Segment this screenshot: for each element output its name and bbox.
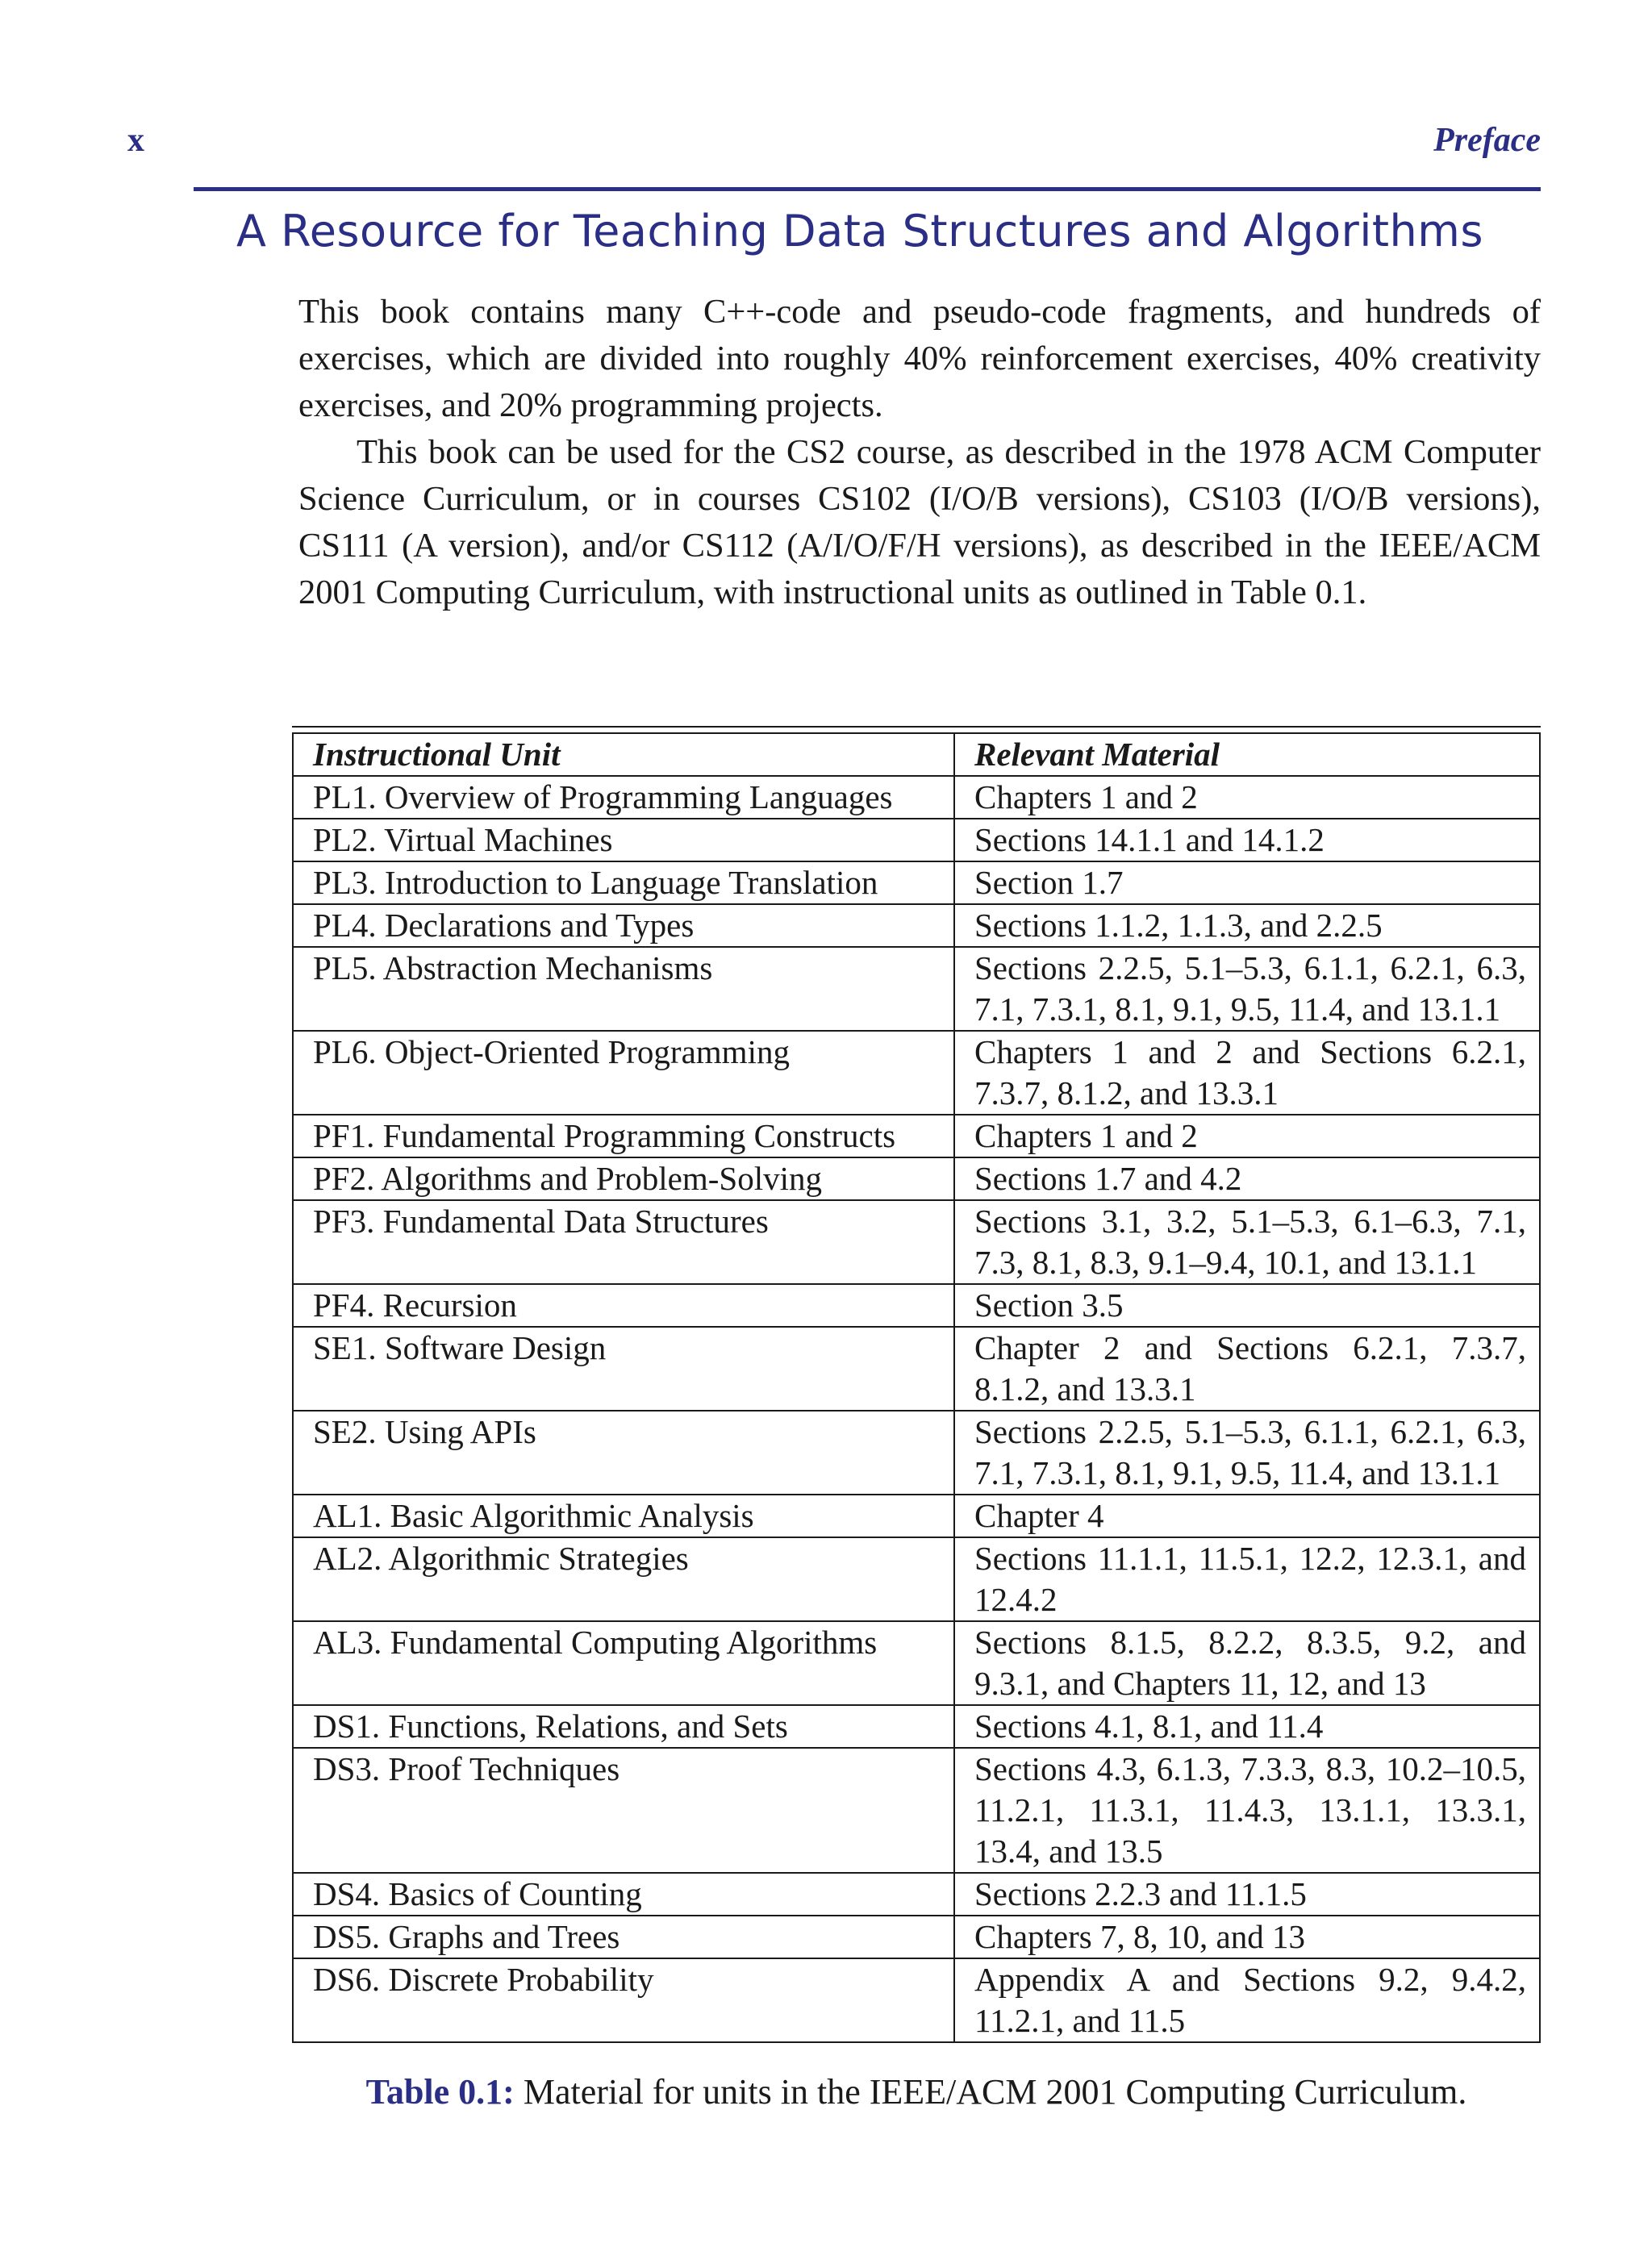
paragraph: This book contains many C++-code and pseudo-code fragments, and hundreds of exercises, which are divided into roughly 40% reinforcement exercises, 40% creativity exercises, and 20% programming projects. bbox=[298, 293, 1541, 424]
chapter-name: Preface bbox=[1433, 122, 1541, 159]
relevant-material-cell: Chapter 2 and Sections 6.2.1, 7.3.7, 8.1.2, and 13.3.1 bbox=[954, 1327, 1540, 1411]
column-header-material: Relevant Material bbox=[954, 733, 1540, 776]
relevant-material-cell: Sections 8.1.5, 8.2.2, 8.3.5, 9.2, and 9.3.1, and Chapters 11, 12, and 13 bbox=[954, 1621, 1540, 1705]
table-row bbox=[293, 1157, 1540, 1200]
instructional-unit-cell: AL1. Basic Algorithmic Analysis bbox=[293, 1495, 954, 1537]
table-row bbox=[293, 1958, 1540, 2042]
instructional-unit-cell: DS3. Proof Techniques bbox=[293, 1748, 954, 1873]
relevant-material-cell: Section 1.7 bbox=[954, 861, 1540, 904]
table-body bbox=[293, 776, 1540, 2042]
header-rule bbox=[194, 187, 1541, 191]
relevant-material-cell: Chapters 1 and 2 and Sections 6.2.1, 7.3.7, 8.1.2, and 13.3.1 bbox=[954, 1031, 1540, 1115]
relevant-material-cell: Sections 2.2.5, 5.1–5.3, 6.1.1, 6.2.1, 6.3, 7.1, 7.3.1, 8.1, 9.1, 9.5, 11.4, and 13.1.1 bbox=[954, 947, 1540, 1031]
caption-label: Table 0.1: bbox=[365, 2072, 515, 2112]
instructional-unit-cell: SE2. Using APIs bbox=[293, 1411, 954, 1495]
relevant-material-cell: Chapters 1 and 2 bbox=[954, 776, 1540, 819]
table-caption bbox=[292, 2071, 1541, 2112]
instructional-unit-cell: PL3. Introduction to Language Translation bbox=[293, 861, 954, 904]
relevant-material-cell: Sections 11.1.1, 11.5.1, 12.2, 12.3.1, and 12.4.2 bbox=[954, 1537, 1540, 1621]
relevant-material-cell: Sections 14.1.1 and 14.1.2 bbox=[954, 819, 1540, 861]
instructional-unit-cell: SE1. Software Design bbox=[293, 1327, 954, 1411]
table-row bbox=[293, 1748, 1540, 1873]
paragraph: This book can be used for the CS2 course, as described in the 1978 ACM Computer Science Curriculum, or in courses CS102 (I/O/B versions), CS103 (I/O/B versions), CS111 (A version), and/or CS112 (A/I/O/F/H versions), as described in the IEEE/ACM 2001 Computing Curriculum, with instructional units as outlined in Table 0.1. bbox=[298, 433, 1541, 611]
relevant-material-cell: Chapters 7, 8, 10, and 13 bbox=[954, 1916, 1540, 1958]
relevant-material-cell: Sections 1.1.2, 1.1.3, and 2.2.5 bbox=[954, 904, 1540, 947]
table-row bbox=[293, 1031, 1540, 1115]
instructional-unit-cell: PF1. Fundamental Programming Constructs bbox=[293, 1115, 954, 1157]
table-row bbox=[293, 1621, 1540, 1705]
section-body bbox=[298, 289, 1541, 616]
table-row bbox=[293, 776, 1540, 819]
table-header-row bbox=[293, 733, 1540, 776]
instructional-unit-cell: PL5. Abstraction Mechanisms bbox=[293, 947, 954, 1031]
relevant-material-cell: Sections 2.2.3 and 11.1.5 bbox=[954, 1873, 1540, 1916]
relevant-material-cell: Sections 3.1, 3.2, 5.1–5.3, 6.1–6.3, 7.1, 7.3, 8.1, 8.3, 9.1–9.4, 10.1, and 13.1.1 bbox=[954, 1200, 1540, 1284]
table-row bbox=[293, 1115, 1540, 1157]
relevant-material-cell: Chapter 4 bbox=[954, 1495, 1540, 1537]
running-head bbox=[127, 121, 1541, 169]
page-number: x bbox=[127, 122, 144, 159]
table-row bbox=[293, 1411, 1540, 1495]
table-row bbox=[293, 819, 1540, 861]
relevant-material-cell: Sections 4.3, 6.1.3, 7.3.3, 8.3, 10.2–10.5, 11.2.1, 11.3.1, 11.4.3, 13.1.1, 13.3.1, 13.4, and 13.5 bbox=[954, 1748, 1540, 1873]
table-row bbox=[293, 861, 1540, 904]
relevant-material-cell: Sections 1.7 and 4.2 bbox=[954, 1157, 1540, 1200]
caption-text: Material for units in the IEEE/ACM 2001 Computing Curriculum. bbox=[523, 2072, 1467, 2112]
table-row bbox=[293, 1873, 1540, 1916]
curriculum-table-wrapper bbox=[292, 726, 1541, 2043]
instructional-unit-cell: PL2. Virtual Machines bbox=[293, 819, 954, 861]
instructional-unit-cell: PL6. Object-Oriented Programming bbox=[293, 1031, 954, 1115]
instructional-unit-cell: DS6. Discrete Probability bbox=[293, 1958, 954, 2042]
table-top-rule bbox=[292, 726, 1541, 728]
section-title: A Resource for Teaching Data Structures and Algorithms bbox=[236, 206, 1483, 256]
relevant-material-cell: Section 3.5 bbox=[954, 1284, 1540, 1327]
relevant-material-cell: Sections 4.1, 8.1, and 11.4 bbox=[954, 1705, 1540, 1748]
table-row bbox=[293, 1200, 1540, 1284]
table-row bbox=[293, 1537, 1540, 1621]
instructional-unit-cell: PL1. Overview of Programming Languages bbox=[293, 776, 954, 819]
instructional-unit-cell: DS1. Functions, Relations, and Sets bbox=[293, 1705, 954, 1748]
table-row bbox=[293, 1916, 1540, 1958]
instructional-unit-cell: AL3. Fundamental Computing Algorithms bbox=[293, 1621, 954, 1705]
instructional-unit-cell: PF3. Fundamental Data Structures bbox=[293, 1200, 954, 1284]
table-row bbox=[293, 1705, 1540, 1748]
table-row bbox=[293, 1284, 1540, 1327]
instructional-unit-cell: PF2. Algorithms and Problem-Solving bbox=[293, 1157, 954, 1200]
table-row bbox=[293, 947, 1540, 1031]
table-row bbox=[293, 904, 1540, 947]
instructional-unit-cell: DS4. Basics of Counting bbox=[293, 1873, 954, 1916]
table-row bbox=[293, 1495, 1540, 1537]
instructional-unit-cell: PL4. Declarations and Types bbox=[293, 904, 954, 947]
relevant-material-cell: Chapters 1 and 2 bbox=[954, 1115, 1540, 1157]
curriculum-table bbox=[292, 732, 1541, 2043]
table-row bbox=[293, 1327, 1540, 1411]
column-header-unit: Instructional Unit bbox=[293, 733, 954, 776]
instructional-unit-cell: AL2. Algorithmic Strategies bbox=[293, 1537, 954, 1621]
instructional-unit-cell: PF4. Recursion bbox=[293, 1284, 954, 1327]
instructional-unit-cell: DS5. Graphs and Trees bbox=[293, 1916, 954, 1958]
relevant-material-cell: Appendix A and Sections 9.2, 9.4.2, 11.2.1, and 11.5 bbox=[954, 1958, 1540, 2042]
relevant-material-cell: Sections 2.2.5, 5.1–5.3, 6.1.1, 6.2.1, 6.3, 7.1, 7.3.1, 8.1, 9.1, 9.5, 11.4, and 13.1.1 bbox=[954, 1411, 1540, 1495]
